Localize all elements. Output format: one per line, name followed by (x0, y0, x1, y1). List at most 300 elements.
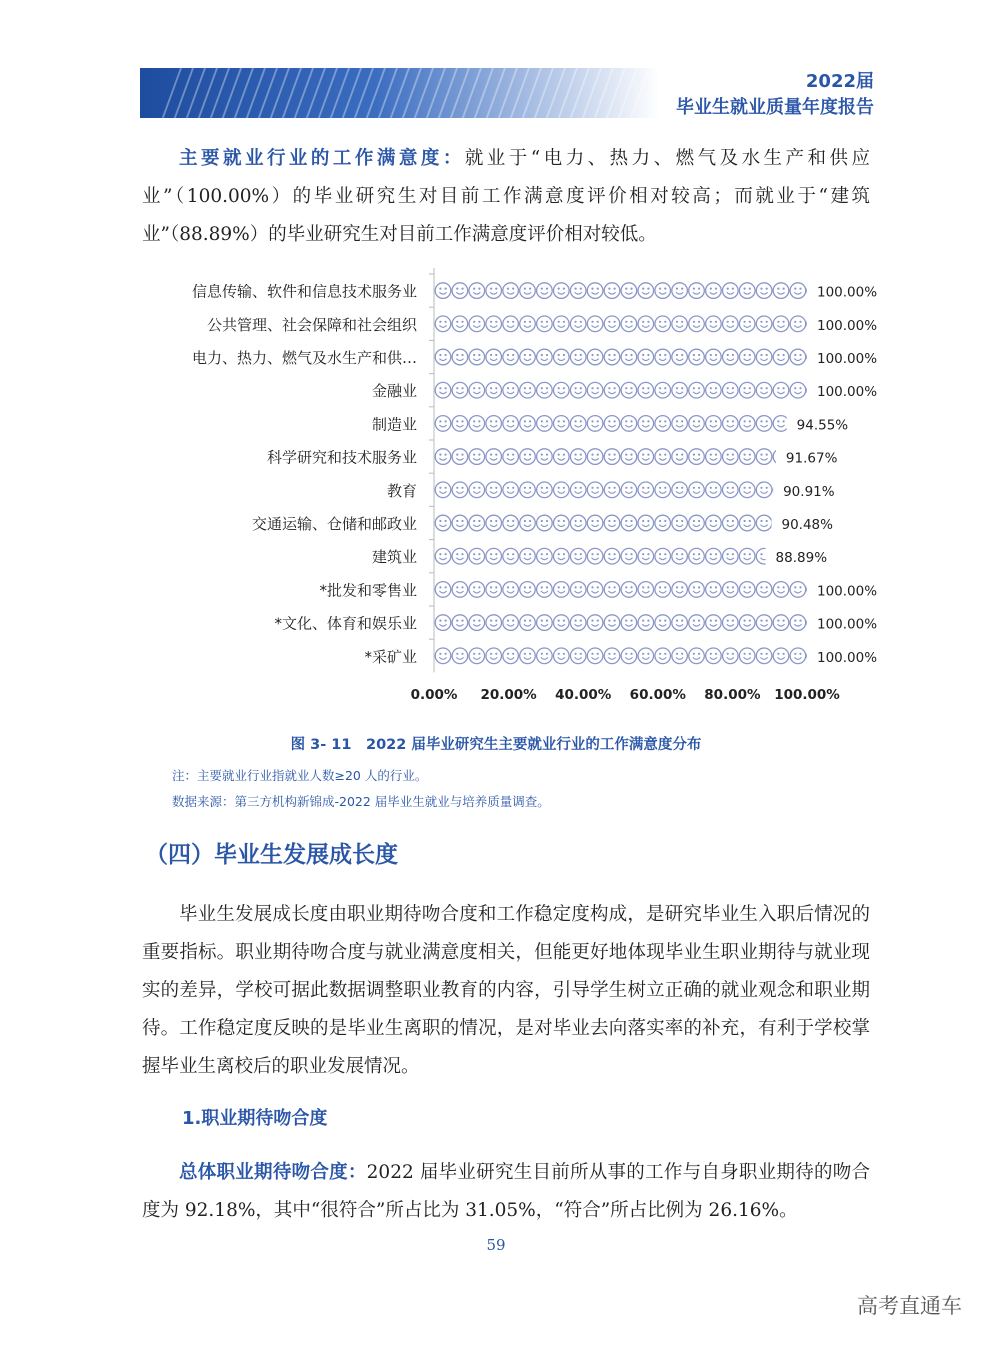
smiley-face-icon (435, 316, 451, 332)
value-label: 100.00% (817, 616, 878, 633)
smiley-face-icon (435, 515, 451, 531)
smiley-face-icon (773, 283, 789, 299)
smiley-face-icon (537, 316, 553, 332)
satisfaction-bar (435, 482, 822, 498)
category-label: 公共管理、社会保障和社会组织 (206, 315, 417, 334)
smiley-face-icon (723, 582, 739, 598)
smiley-face-icon (621, 382, 637, 398)
smiley-face-icon (706, 283, 722, 299)
header-banner (140, 68, 660, 118)
smiley-face-icon (689, 548, 705, 564)
smiley-face-icon (503, 548, 519, 564)
section-paragraph: 毕业生发展成长度由职业期待吻合度和工作稳定度构成，是研究毕业生入职后情况的重要指标。职业期待吻合度与就业满意度相关，但能更好地体现毕业生职业期待与就业现实的差异，学校可据此数据调整职业教育的内容，引导学生树立正确的就业观念和职业期待。工作稳定度反映的是毕业生离职的情况，是对毕业去向落实率的补充，有利于学校掌握毕业生离校后的职业发展情况。 (142, 904, 870, 1077)
smiley-face-icon (570, 283, 586, 299)
smiley-face-icon (756, 316, 772, 332)
value-label: 100.00% (817, 583, 878, 600)
smiley-face-icon (689, 482, 705, 498)
smiley-face-icon (503, 349, 519, 365)
category-label: 制造业 (371, 415, 417, 434)
smiley-face-icon (756, 648, 772, 664)
smiley-face-icon (452, 349, 468, 365)
smiley-face-icon (486, 416, 502, 432)
smiley-face-icon (706, 648, 722, 664)
category-label: 教育 (386, 481, 417, 500)
x-tick-label: 100.00% (774, 687, 840, 703)
smiley-face-icon (503, 416, 519, 432)
smiley-face-icon (604, 382, 620, 398)
smiley-face-icon (621, 615, 637, 631)
smiley-face-icon (706, 515, 722, 531)
smiley-face-icon (435, 582, 451, 598)
satisfaction-bar (435, 416, 822, 432)
smiley-face-icon (706, 615, 722, 631)
smiley-face-icon (503, 283, 519, 299)
smiley-face-icon (756, 548, 772, 564)
smiley-face-icon (503, 515, 519, 531)
subsection-title: 1.职业期待吻合度 (182, 1108, 328, 1129)
smiley-face-icon (689, 416, 705, 432)
watermark: 高考直通车 (857, 1294, 962, 1318)
smiley-face-icon (469, 382, 485, 398)
subsection-paragraph (142, 1154, 870, 1230)
category-label: *文化、体育和娱乐业 (274, 614, 417, 633)
smiley-face-icon (554, 648, 570, 664)
smiley-face-icon (621, 316, 637, 332)
smiley-face-icon (604, 515, 620, 531)
smiley-face-icon (503, 648, 519, 664)
smiley-face-icon (570, 449, 586, 465)
smiley-face-icon (469, 648, 485, 664)
smiley-face-icon (486, 615, 502, 631)
smiley-face-icon (570, 582, 586, 598)
x-tick-label: 20.00% (480, 687, 537, 703)
smiley-face-icon (689, 316, 705, 332)
smiley-face-icon (469, 449, 485, 465)
smiley-face-icon (672, 648, 688, 664)
smiley-face-icon (452, 449, 468, 465)
smiley-face-icon (621, 449, 637, 465)
smiley-face-icon (723, 283, 739, 299)
smiley-face-icon (520, 615, 536, 631)
smiley-face-icon (655, 648, 671, 664)
satisfaction-bar (435, 382, 822, 398)
smiley-face-icon (520, 548, 536, 564)
smiley-face-icon (587, 283, 603, 299)
smiley-face-icon (520, 349, 536, 365)
smiley-face-icon (520, 449, 536, 465)
smiley-face-icon (655, 548, 671, 564)
smiley-face-icon (570, 515, 586, 531)
subsection-lead: 总体职业期待吻合度： (179, 1162, 367, 1183)
smiley-face-icon (773, 648, 789, 664)
smiley-face-icon (587, 416, 603, 432)
figure-note: 注：主要就业行业指就业人数≥20 人的行业。 (172, 768, 428, 783)
smiley-face-icon (520, 416, 536, 432)
smiley-face-icon (537, 482, 553, 498)
smiley-face-icon (638, 449, 654, 465)
smiley-face-icon (638, 482, 654, 498)
value-label: 100.00% (817, 284, 878, 301)
subsection-text: 2022 届毕业研究生目前所从事的工作与自身职业期待的吻合度为 92.18%，其中“很符合”所占比为 31.05%，“符合”所占比例为 26.16%。 (142, 1162, 870, 1221)
smiley-face-icon (773, 416, 789, 432)
smiley-face-icon (723, 416, 739, 432)
smiley-face-icon (554, 515, 570, 531)
satisfaction-chart (140, 266, 878, 716)
smiley-face-icon (638, 416, 654, 432)
smiley-face-icon (469, 316, 485, 332)
satisfaction-bar (435, 582, 822, 598)
satisfaction-bar (435, 615, 822, 631)
smiley-face-icon (756, 416, 772, 432)
smiley-face-icon (672, 349, 688, 365)
smiley-face-icon (604, 416, 620, 432)
smiley-face-icon (469, 349, 485, 365)
smiley-face-icon (503, 449, 519, 465)
smiley-face-icon (537, 283, 553, 299)
smiley-face-icon (435, 416, 451, 432)
smiley-face-icon (723, 316, 739, 332)
smiley-face-icon (756, 615, 772, 631)
smiley-face-icon (486, 648, 502, 664)
smiley-face-icon (469, 615, 485, 631)
smiley-face-icon (435, 548, 451, 564)
section-title: （四）毕业生发展成长度 (145, 842, 398, 868)
smiley-face-icon (554, 548, 570, 564)
smiley-face-icon (773, 382, 789, 398)
smiley-face-icon (604, 482, 620, 498)
smiley-face-icon (604, 615, 620, 631)
smiley-face-icon (638, 283, 654, 299)
smiley-face-icon (452, 316, 468, 332)
smiley-face-icon (773, 316, 789, 332)
smiley-face-icon (655, 349, 671, 365)
smiley-face-icon (706, 416, 722, 432)
smiley-face-icon (604, 316, 620, 332)
smiley-face-icon (655, 316, 671, 332)
smiley-face-icon (604, 582, 620, 598)
smiley-face-icon (537, 582, 553, 598)
smiley-face-icon (739, 582, 755, 598)
smiley-face-icon (790, 382, 806, 398)
smiley-face-icon (756, 283, 772, 299)
smiley-face-icon (638, 615, 654, 631)
smiley-face-icon (790, 582, 806, 598)
smiley-face-icon (537, 416, 553, 432)
smiley-face-icon (739, 449, 755, 465)
smiley-face-icon (638, 316, 654, 332)
intro-paragraph (142, 140, 870, 254)
smiley-face-icon (587, 548, 603, 564)
smiley-face-icon (520, 482, 536, 498)
smiley-face-icon (689, 283, 705, 299)
smiley-face-icon (655, 582, 671, 598)
smiley-face-icon (672, 482, 688, 498)
smiley-face-icon (570, 416, 586, 432)
smiley-face-icon (689, 615, 705, 631)
smiley-face-icon (706, 449, 722, 465)
smiley-face-icon (554, 482, 570, 498)
smiley-face-icon (554, 582, 570, 598)
smiley-face-icon (452, 582, 468, 598)
smiley-face-icon (537, 382, 553, 398)
smiley-face-icon (739, 416, 755, 432)
smiley-face-icon (469, 416, 485, 432)
smiley-face-icon (723, 349, 739, 365)
smiley-face-icon (452, 382, 468, 398)
smiley-face-icon (723, 548, 739, 564)
smiley-face-icon (655, 515, 671, 531)
smiley-face-icon (621, 416, 637, 432)
smiley-face-icon (452, 416, 468, 432)
value-label: 90.48% (781, 517, 833, 533)
smiley-face-icon (638, 548, 654, 564)
smiley-face-icon (739, 283, 755, 299)
smiley-face-icon (756, 349, 772, 365)
smiley-face-icon (537, 515, 553, 531)
satisfaction-bar (435, 449, 822, 465)
smiley-face-icon (621, 648, 637, 664)
smiley-face-icon (537, 349, 553, 365)
smiley-face-icon (604, 648, 620, 664)
smiley-face-icon (672, 416, 688, 432)
smiley-face-icon (723, 615, 739, 631)
smiley-face-icon (570, 548, 586, 564)
smiley-face-icon (756, 449, 772, 465)
smiley-face-icon (486, 316, 502, 332)
smiley-face-icon (739, 482, 755, 498)
smiley-face-icon (739, 648, 755, 664)
smiley-face-icon (554, 416, 570, 432)
x-tick-label: 40.00% (555, 687, 612, 703)
smiley-face-icon (756, 582, 772, 598)
value-label: 94.55% (796, 417, 849, 434)
smiley-face-icon (520, 515, 536, 531)
smiley-face-icon (706, 349, 722, 365)
smiley-face-icon (638, 648, 654, 664)
smiley-face-icon (638, 582, 654, 598)
smiley-face-icon (520, 648, 536, 664)
smiley-face-icon (486, 515, 502, 531)
smiley-face-icon (587, 582, 603, 598)
smiley-face-icon (739, 316, 755, 332)
smiley-face-icon (486, 449, 502, 465)
smiley-face-icon (587, 316, 603, 332)
figure-caption: 图 3- 11 2022 届毕业研究生主要就业行业的工作满意度分布 (290, 737, 702, 753)
smiley-face-icon (621, 548, 637, 564)
smiley-face-icon (739, 548, 755, 564)
smiley-face-icon (587, 382, 603, 398)
smiley-face-icon (621, 515, 637, 531)
smiley-face-icon (486, 382, 502, 398)
smiley-face-icon (537, 449, 553, 465)
smiley-face-icon (773, 582, 789, 598)
smiley-face-icon (739, 349, 755, 365)
category-label: 信息传输、软件和信息技术服务业 (191, 282, 417, 301)
smiley-face-icon (452, 283, 468, 299)
smiley-face-icon (435, 482, 451, 498)
smiley-face-icon (672, 283, 688, 299)
smiley-face-icon (486, 582, 502, 598)
satisfaction-bar (435, 316, 822, 332)
smiley-face-icon (739, 515, 755, 531)
smiley-face-icon (790, 283, 806, 299)
smiley-face-icon (706, 582, 722, 598)
smiley-face-icon (554, 449, 570, 465)
satisfaction-bar (435, 648, 822, 664)
smiley-face-icon (756, 382, 772, 398)
smiley-face-icon (537, 615, 553, 631)
value-label: 100.00% (817, 351, 878, 367)
smiley-face-icon (486, 482, 502, 498)
smiley-face-icon (790, 648, 806, 664)
smiley-face-icon (655, 449, 671, 465)
smiley-face-icon (554, 283, 570, 299)
smiley-face-icon (638, 515, 654, 531)
smiley-face-icon (723, 482, 739, 498)
smiley-face-icon (503, 482, 519, 498)
smiley-face-icon (756, 482, 772, 498)
smiley-face-icon (604, 349, 620, 365)
smiley-face-icon (554, 316, 570, 332)
smiley-face-icon (554, 615, 570, 631)
smiley-face-icon (638, 382, 654, 398)
smiley-face-icon (773, 615, 789, 631)
smiley-face-icon (435, 349, 451, 365)
intro-lead: 主要就业行业的工作满意度： (179, 148, 465, 169)
satisfaction-bar (435, 349, 822, 365)
smiley-face-icon (435, 283, 451, 299)
smiley-face-icon (452, 648, 468, 664)
satisfaction-bar (435, 283, 822, 299)
intro-text: 就业于“电力、热力、燃气及水生产和供应业”（100.00%）的毕业研究生对目前工作满意度评价相对较高；而就业于“建筑业”（88.89%）的毕业研究生对目前工作满意度评价相对较低。 (142, 148, 870, 245)
smiley-face-icon (452, 548, 468, 564)
smiley-face-icon (689, 582, 705, 598)
smiley-face-icon (723, 382, 739, 398)
smiley-face-icon (655, 283, 671, 299)
category-label: 建筑业 (371, 548, 417, 567)
smiley-face-icon (621, 482, 637, 498)
smiley-face-icon (435, 648, 451, 664)
category-label: *批发和零售业 (319, 581, 417, 600)
smiley-face-icon (723, 648, 739, 664)
smiley-face-icon (706, 316, 722, 332)
smiley-face-icon (739, 382, 755, 398)
smiley-face-icon (621, 349, 637, 365)
smiley-face-icon (520, 283, 536, 299)
page-number: 59 (486, 1236, 506, 1254)
smiley-face-icon (587, 449, 603, 465)
smiley-face-icon (790, 349, 806, 365)
smiley-face-icon (655, 615, 671, 631)
smiley-face-icon (452, 615, 468, 631)
smiley-face-icon (570, 615, 586, 631)
smiley-face-icon (570, 382, 586, 398)
smiley-face-icon (621, 582, 637, 598)
smiley-face-icon (672, 582, 688, 598)
value-label: 91.67% (785, 450, 838, 467)
smiley-face-icon (486, 548, 502, 564)
smiley-face-icon (587, 648, 603, 664)
category-label: 交通运输、仓储和邮政业 (251, 515, 417, 533)
smiley-face-icon (587, 349, 603, 365)
smiley-face-icon (554, 349, 570, 365)
smiley-face-icon (672, 515, 688, 531)
category-label: 金融业 (371, 382, 417, 401)
smiley-face-icon (520, 582, 536, 598)
value-label: 100.00% (817, 384, 878, 401)
smiley-face-icon (672, 548, 688, 564)
smiley-face-icon (689, 449, 705, 465)
smiley-face-icon (790, 615, 806, 631)
smiley-face-icon (503, 615, 519, 631)
smiley-face-icon (672, 316, 688, 332)
smiley-face-icon (520, 316, 536, 332)
smiley-face-icon (486, 283, 502, 299)
smiley-face-icon (655, 382, 671, 398)
value-label: 88.89% (775, 550, 828, 567)
smiley-face-icon (503, 382, 519, 398)
smiley-face-icon (706, 548, 722, 564)
smiley-face-icon (689, 648, 705, 664)
smiley-face-icon (520, 382, 536, 398)
smiley-face-icon (435, 382, 451, 398)
smiley-face-icon (604, 283, 620, 299)
smiley-face-icon (469, 482, 485, 498)
smiley-face-icon (587, 515, 603, 531)
smiley-face-icon (570, 648, 586, 664)
smiley-face-icon (604, 449, 620, 465)
smiley-face-icon (723, 515, 739, 531)
smiley-face-icon (469, 582, 485, 598)
smiley-face-icon (587, 615, 603, 631)
satisfaction-bar (435, 515, 822, 531)
smiley-face-icon (469, 515, 485, 531)
report-title: 毕业生就业质量年度报告 (676, 97, 874, 118)
smiley-face-icon (587, 482, 603, 498)
smiley-face-icon (672, 382, 688, 398)
smiley-face-icon (773, 349, 789, 365)
smiley-face-icon (486, 349, 502, 365)
satisfaction-bar (435, 548, 822, 564)
smiley-face-icon (452, 515, 468, 531)
smiley-face-icon (554, 382, 570, 398)
smiley-face-icon (570, 316, 586, 332)
category-label: *采矿业 (364, 647, 417, 666)
smiley-face-icon (452, 482, 468, 498)
report-year: 2022届 (805, 71, 874, 92)
smiley-face-icon (655, 416, 671, 432)
smiley-face-icon (469, 283, 485, 299)
smiley-face-icon (739, 615, 755, 631)
x-tick-label: 0.00% (410, 687, 458, 703)
smiley-face-icon (689, 515, 705, 531)
smiley-face-icon (790, 316, 806, 332)
smiley-face-icon (655, 482, 671, 498)
smiley-face-icon (672, 449, 688, 465)
value-label: 90.91% (783, 483, 835, 500)
smiley-face-icon (537, 548, 553, 564)
smiley-face-icon (435, 615, 451, 631)
smiley-face-icon (570, 482, 586, 498)
smiley-face-icon (435, 449, 451, 465)
smiley-face-icon (503, 316, 519, 332)
smiley-face-icon (503, 582, 519, 598)
smiley-face-icon (689, 382, 705, 398)
smiley-face-icon (672, 615, 688, 631)
value-label: 100.00% (817, 317, 878, 334)
smiley-face-icon (469, 548, 485, 564)
smiley-face-icon (689, 349, 705, 365)
